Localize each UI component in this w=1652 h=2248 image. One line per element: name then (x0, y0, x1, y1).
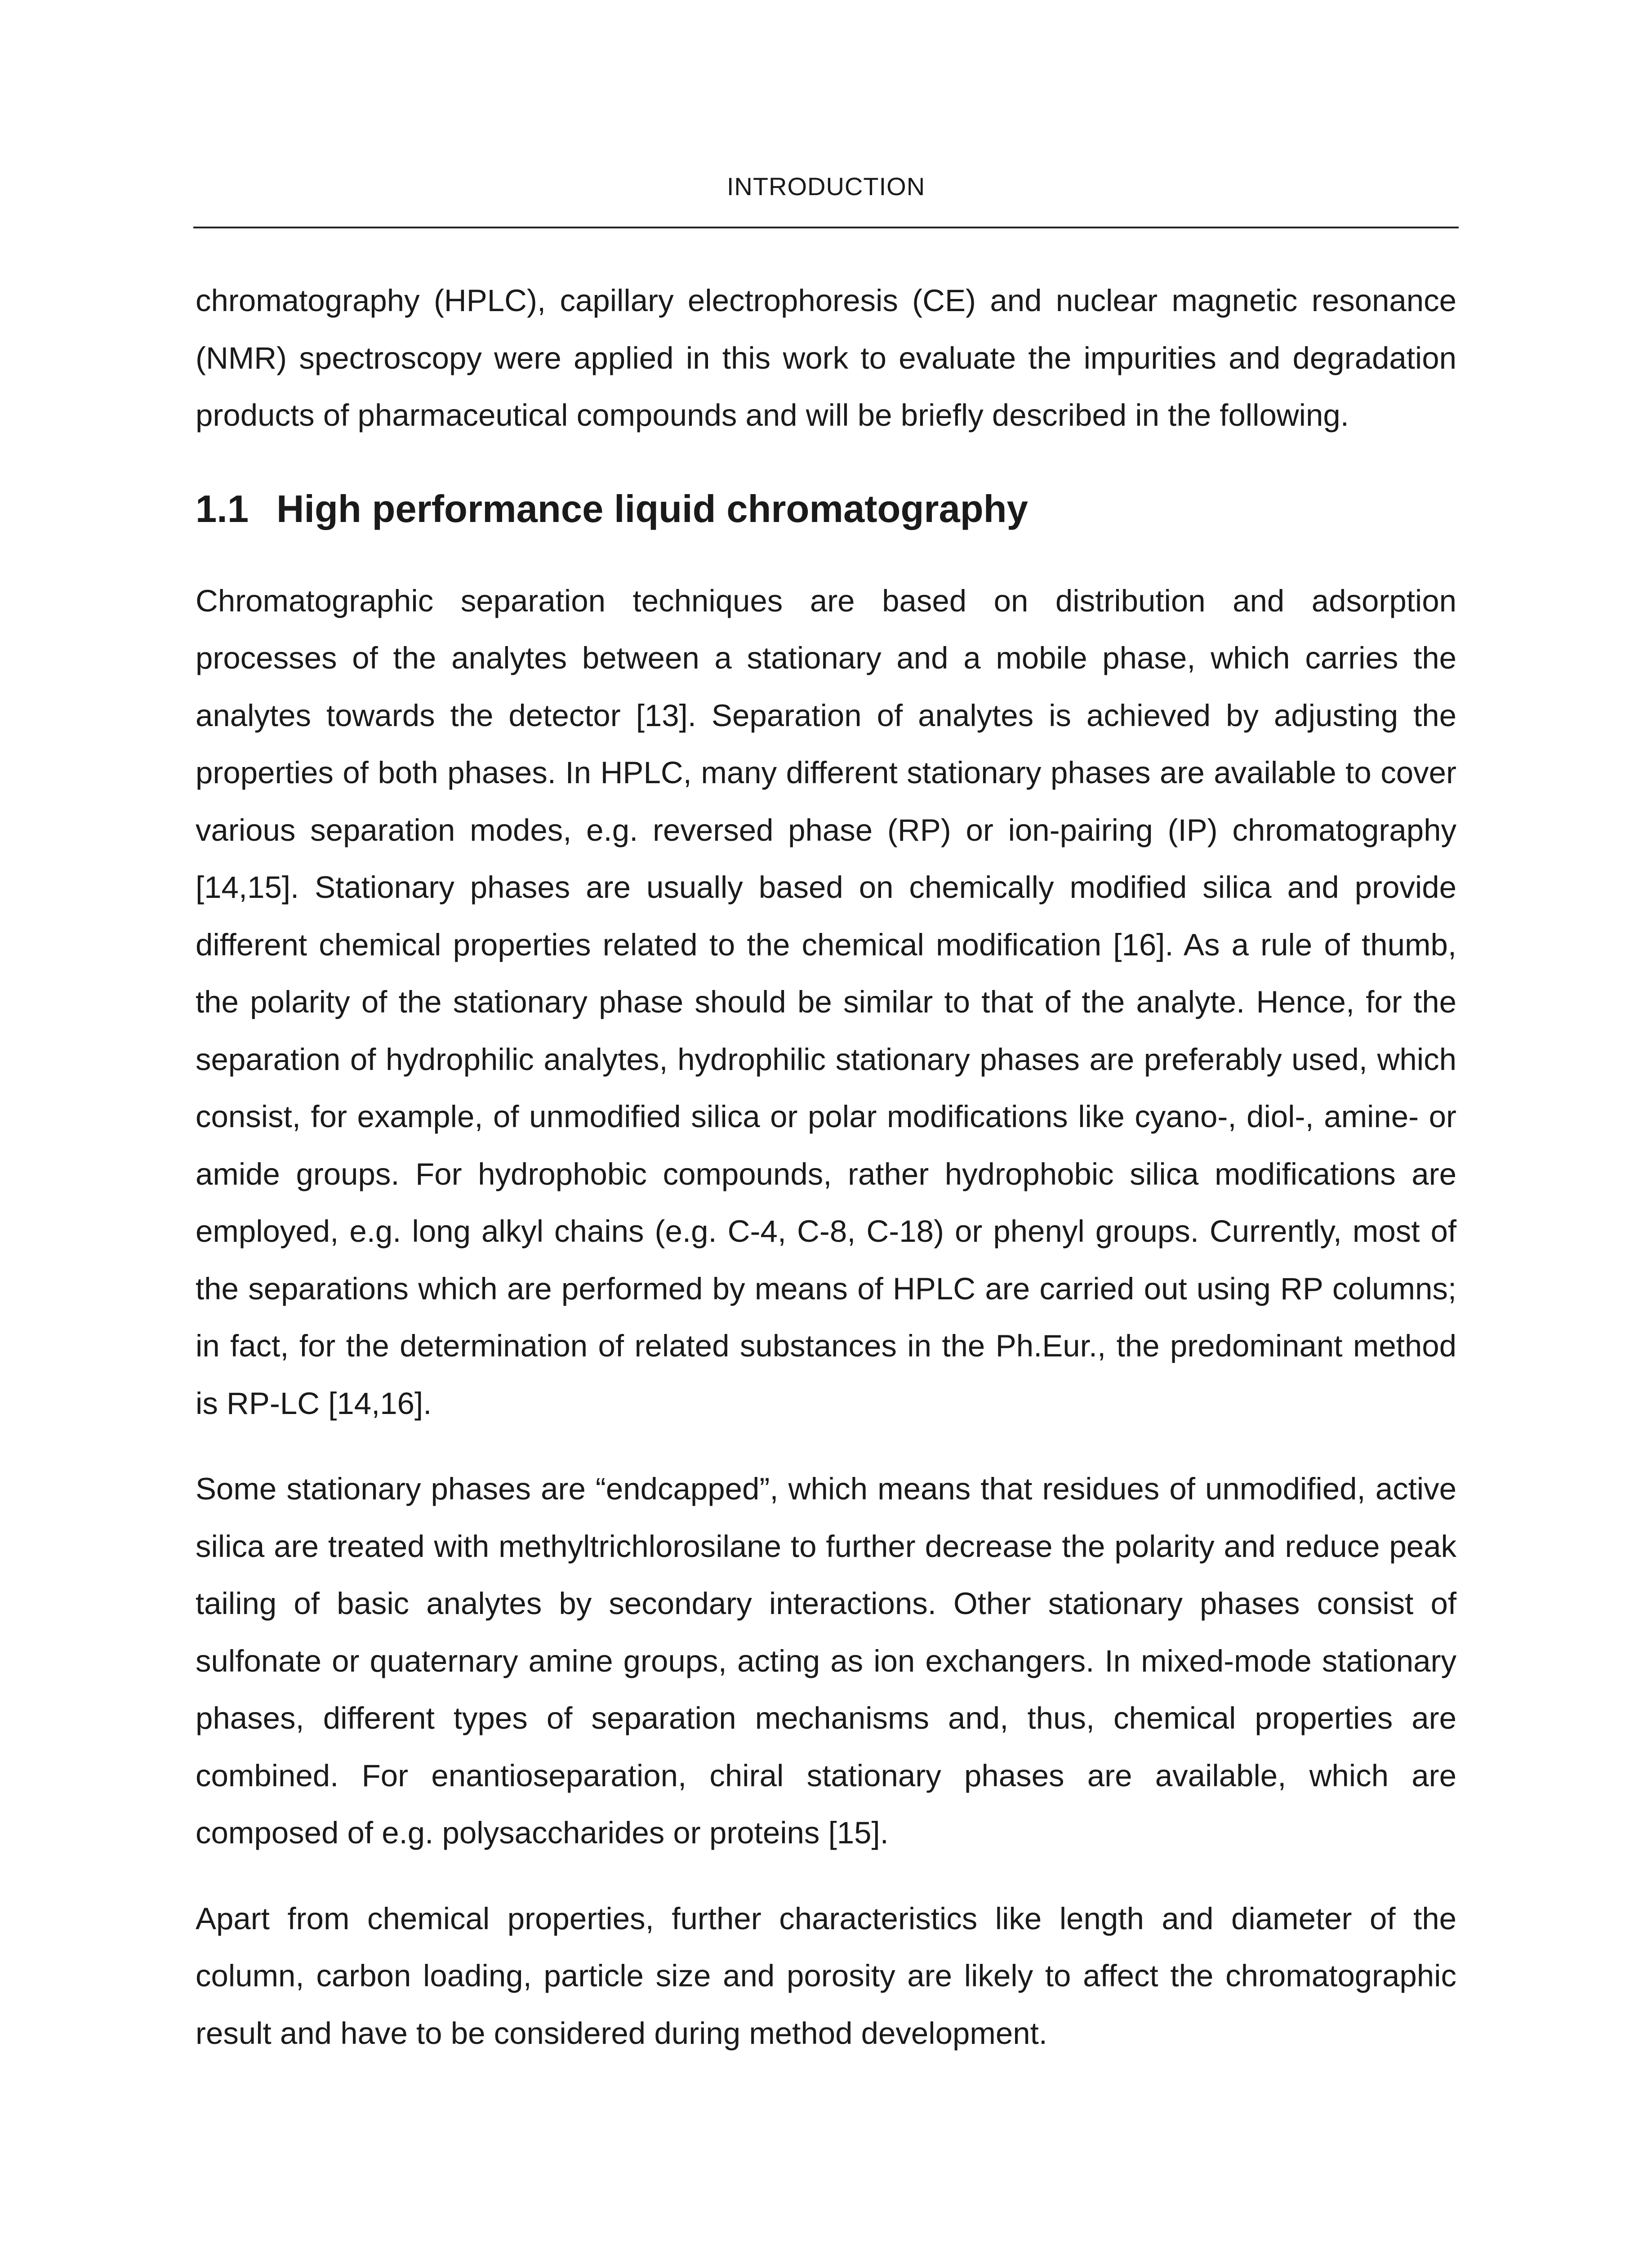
header-rule (193, 227, 1459, 228)
body-paragraph: Some stationary phases are “endcapped”, which means that residues of unmodified, active silica are treated with methyltrichlorosilane to further decrease the polarity and reduce peak tailing of basic analytes by secondary interactions. Other stationary phases consist of sulfonate or quaternary amine groups, acting as ion exchangers. In mixed-mode stationary phases, different types of separation mechanisms and, thus, chemical properties are combined. For enantioseparation, chiral stationary phases are available, which are composed of e.g. polysaccharides or proteins [15]. (196, 1472, 1456, 1850)
body-paragraph: chromatography (HPLC), capillary electrophoresis (CE) and nuclear magnetic resonance (NMR) spectroscopy were applied in this work to evaluate the impurities and degradation products of pharmaceutical compounds and will be briefly described in the following. (196, 283, 1456, 433)
page-body (196, 272, 1456, 2062)
section-heading (196, 485, 1456, 534)
section-number: 1.1 (196, 487, 249, 531)
body-paragraph: Chromatographic separation techniques are based on distribution and adsorption processes of the analytes between a stationary and a mobile phase, which carries the analytes towards the detector [13]. Separation of analytes is achieved by adjusting the properties of both phases. In HPLC, many different stationary phases are available to cover various separation modes, e.g. reversed phase (RP) or ion-pairing (IP) chromatography [14,15]. Stationary phases are usually based on chemically modified silica and provide different chemical properties related to the chemical modification [16]. As a rule of thumb, the polarity of the stationary phase should be similar to that of the analyte. Hence, for the separation of hydrophilic analytes, hydrophilic stationary phases are preferably used, which consist, for example, of unmodified silica or polar modifications like cyano-, diol-, amine- or amide groups. For hydrophobic compounds, rather hydrophobic silica modifications are employed, e.g. long alkyl chains (e.g. C-4, C-8, C-18) or phenyl groups. Currently, most of the separations which are performed by means of HPLC are carried out using RP columns; in fact, for the determination of related substances in the Ph.Eur., the predominant method is RP-LC [14,16]. (196, 583, 1456, 1421)
section-title: High performance liquid chromatography (276, 487, 1028, 531)
body-paragraph: Apart from chemical properties, further characteristics like length and diameter of the column, carbon loading, particle size and porosity are likely to affect the chromatographic result and have to be considered during method development. (196, 1901, 1456, 2051)
running-header: INTRODUCTION (726, 172, 926, 201)
